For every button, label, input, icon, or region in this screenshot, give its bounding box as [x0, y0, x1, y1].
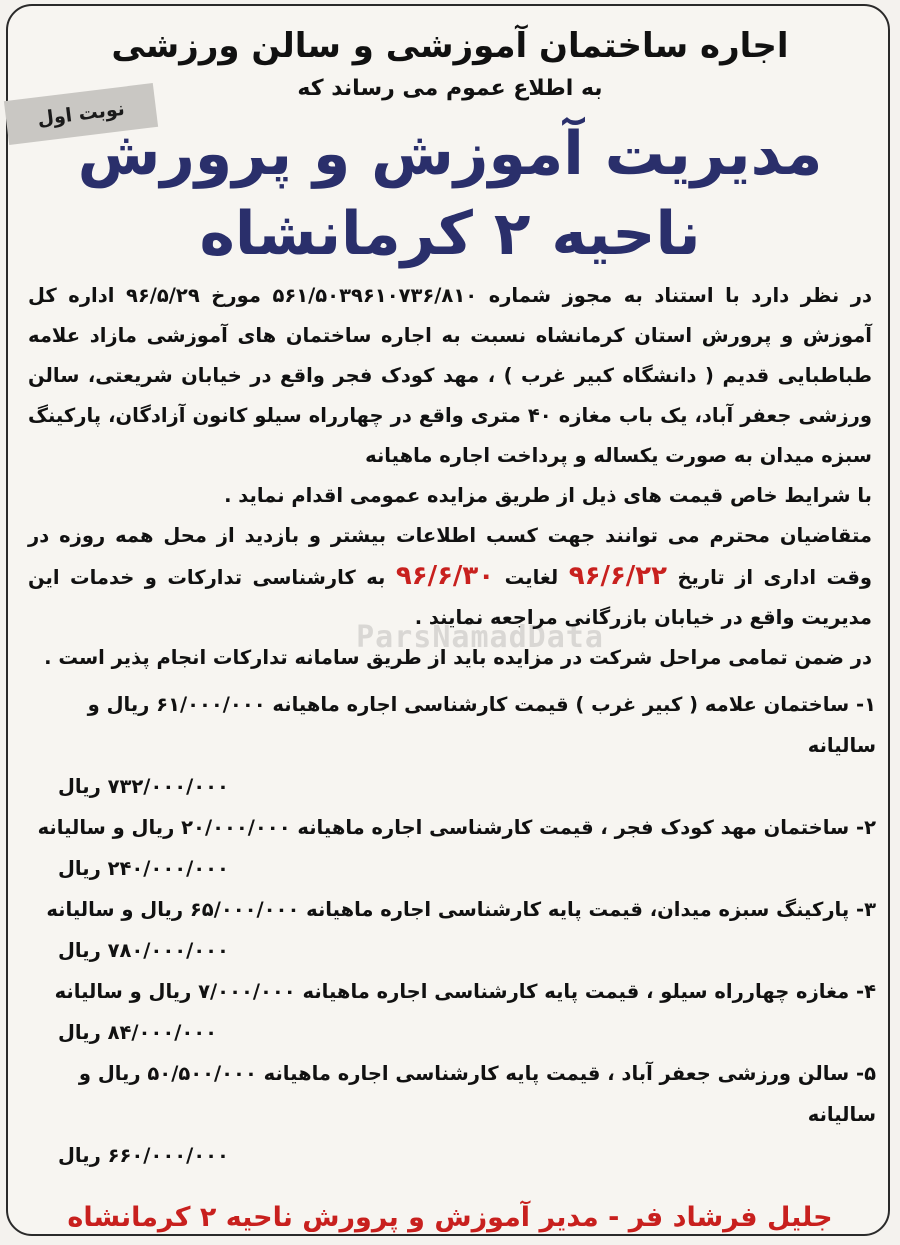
paragraph-announcement-last: با شرایط خاص قیمت های ذیل از طریق مزایده عمومی اقدام نماید .: [224, 484, 872, 507]
organization-line-1: مدیریت آموزش و پرورش: [77, 119, 823, 189]
list-item: [20, 889, 880, 971]
item-4-annual: ۸۴/۰۰۰/۰۰۰ ریال: [58, 1021, 218, 1044]
notice-body: [20, 10, 880, 1238]
item-2-annual: ۲۴۰/۰۰۰/۰۰۰ ریال: [58, 857, 229, 880]
paragraph-procurement: در ضمن تمامی مراحل شرکت در مزایده باید از طریق سامانه تدارکات انجام پذیر است .: [44, 646, 872, 669]
notice-subtitle: به اطلاع عموم می رساند که: [297, 76, 603, 101]
list-item: [20, 1053, 880, 1176]
item-4-line: ۴- مغازه چهارراه سیلو ، قیمت پایه کارشناسی اجاره ماهیانه ۷/۰۰۰/۰۰۰ ریال و سالیانه: [54, 980, 876, 1003]
paragraph-visit: [20, 516, 880, 638]
paragraph-visit-start: متقاضیان محترم می توانند جهت کسب اطلاعات بیشتر و بازدید از محل همه روزه در وقت اداری از تاریخ: [28, 524, 872, 589]
item-2-line: ۲- ساختمان مهد کودک فجر ، قیمت کارشناسی اجاره ماهیانه ۲۰/۰۰۰/۰۰۰ ریال و سالیانه: [37, 816, 876, 839]
signature: جلیل فرشاد فر - مدیر آموزش و پرورش ناحیه ۲ کرمانشاه: [67, 1202, 833, 1233]
item-5-line: ۵- سالن ورزشی جعفر آباد ، قیمت پایه کارشناسی اجاره ماهیانه ۵۰/۵۰۰/۰۰۰ ریال و سالیانه: [78, 1062, 876, 1126]
date-connector: لغایت: [504, 566, 559, 589]
item-1-line: ۱- ساختمان علامه ( کبیر غرب ) قیمت کارشناسی اجاره ماهیانه ۶۱/۰۰۰/۰۰۰ ریال و سالیانه: [87, 693, 876, 757]
item-5-annual: ۶۶۰/۰۰۰/۰۰۰ ریال: [58, 1144, 229, 1167]
date-to: ۹۶/۶/۳۰: [395, 561, 495, 591]
paragraph-announcement-text: در نظر دارد با استناد به مجوز شماره ۵۶۱/۵۰۳۹۶۱۰۷۳۶/۸۱۰ مورخ ۹۶/۵/۲۹ اداره کل آموزش و پرورش استان کرمانشاه نسبت به اجاره ساختمان های آموزشی مازاد علامه طباطبایی قدیم ( دانشگاه کبیر غرب ) ، مهد کودک فجر واقع در خیابان شریعتی، سالن ورزشی جعفر آباد، یک باب مغازه ۴۰ متری واقع در چهارراه سیلو کانون آزادگان، پارکینگ سبزه میدان به صورت یکساله و پرداخت اجاره ماهیانه: [28, 284, 873, 467]
list-item: [20, 971, 880, 1053]
paragraph-announcement: [20, 276, 880, 516]
item-1-annual: ۷۳۲/۰۰۰/۰۰۰ ریال: [58, 775, 229, 798]
item-3-annual: ۷۸۰/۰۰۰/۰۰۰ ریال: [58, 939, 229, 962]
list-item: [20, 807, 880, 889]
round-badge: نوبت اول: [4, 83, 158, 145]
notice-title: اجاره ساختمان آموزشی و سالن ورزشی: [111, 26, 789, 66]
list-item: [20, 684, 880, 807]
organization-line-2: ناحیه ۲ کرمانشاه: [199, 199, 701, 269]
item-3-line: ۳- پارکینگ سبزه میدان، قیمت پایه کارشناسی اجاره ماهیانه ۶۵/۰۰۰/۰۰۰ ریال و سالیانه: [46, 898, 876, 921]
watermark: ParsNamadData: [356, 620, 604, 655]
paragraph-visit-end: به کارشناسی تدارکات و خدمات این مدیریت واقع در خیابان بازرگانی مراجعه نمایند .: [28, 566, 872, 629]
date-from: ۹۶/۶/۲۲: [568, 561, 668, 591]
price-list: [20, 684, 880, 1176]
